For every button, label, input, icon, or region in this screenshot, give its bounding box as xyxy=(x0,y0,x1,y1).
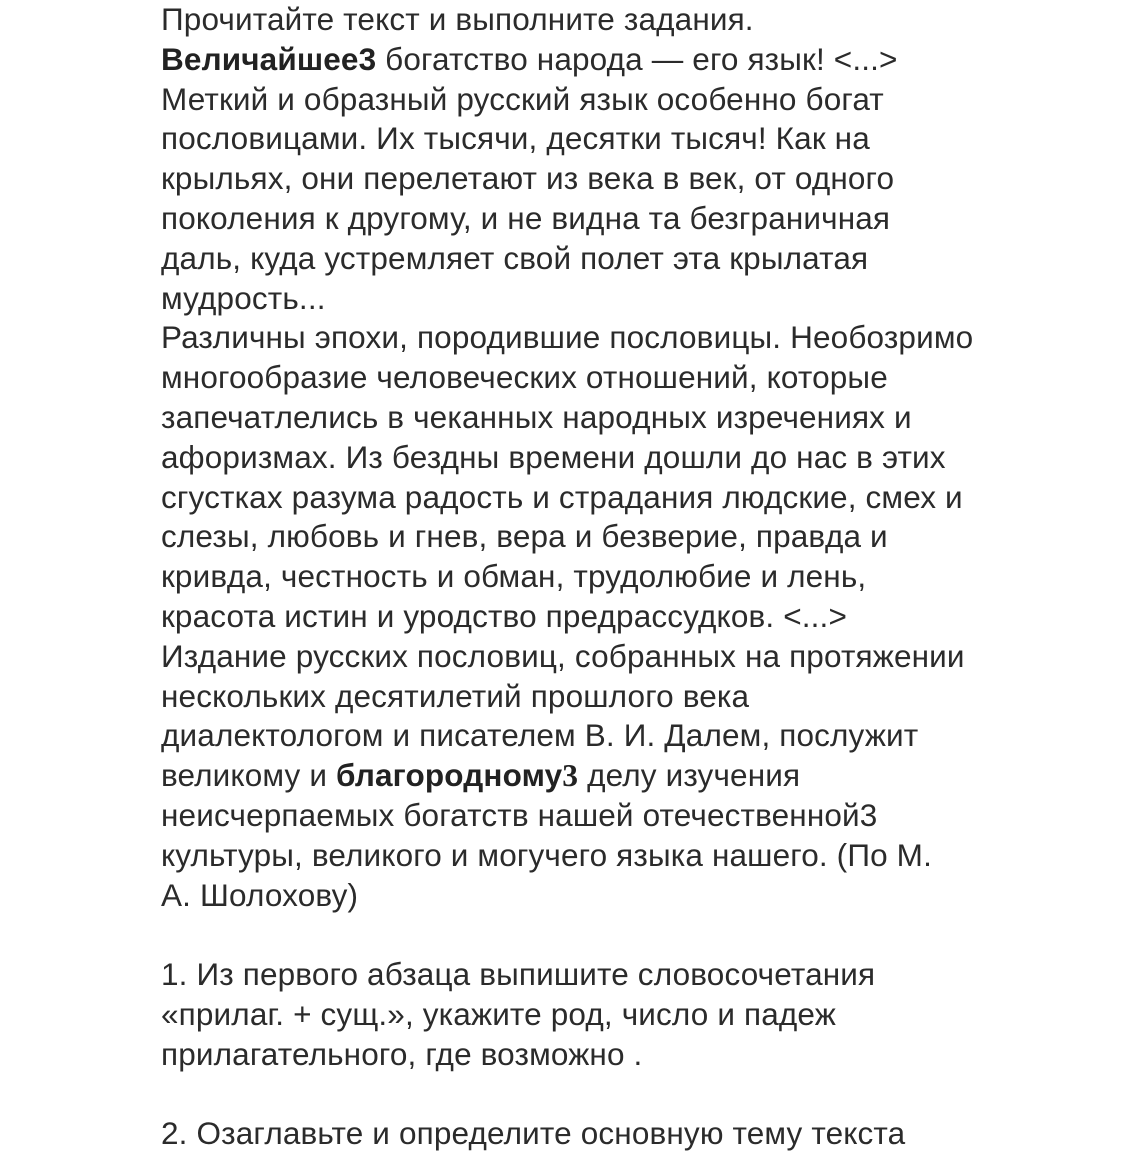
text-line-5: поколения к другому, и не видна та безграничная xyxy=(161,199,891,236)
text-line-20: неисчерпаемых богатств нашей отечественной3 xyxy=(161,796,878,833)
text-line-16: Издание русских пословиц, собранных на протяжении xyxy=(161,637,965,674)
text-line-9: многообразие человеческих отношений, которые xyxy=(161,359,888,396)
text-line-3: пословицами. Их тысячи, десятки тысяч! Как на xyxy=(161,120,870,157)
text-line-21: культуры, великого и могучего языка нашего. (По М. xyxy=(161,836,932,873)
task-1-line-2: «прилаг. + сущ.», укажите род, число и падеж xyxy=(161,995,836,1032)
text-line-19-before: великому и xyxy=(161,757,336,794)
text-line-10: запечатлелись в чеканных народных изречениях и xyxy=(161,398,912,435)
text-line-1-rest: богатство народа — его язык! <...> xyxy=(376,40,898,77)
task-1-line-3: прилагательного, где возможно . xyxy=(161,1035,643,1072)
text-line-6: даль, куда устремляет свой полет эта крылатая xyxy=(161,239,869,276)
text-line-18: диалектологом и писателем В. И. Далем, послужит xyxy=(161,717,919,754)
bold-word-velichaishee: Величайшее xyxy=(161,40,359,77)
text-line-1 xyxy=(161,40,1061,80)
text-line-7: мудрость... xyxy=(161,279,326,316)
bold-marker-3-serif: 3 xyxy=(562,758,579,794)
text-line-19-after: делу изучения xyxy=(578,757,801,794)
text-line-4: крыльях, они перелетают из века в век, от одного xyxy=(161,160,895,197)
paragraph-gap xyxy=(161,915,1061,955)
text-line-12: сгустках разума радость и страдания людские, смех и xyxy=(161,478,963,515)
text-line-8: Различны эпохи, породившие пословицы. Необозримо xyxy=(161,319,974,356)
bold-word-blagorodnomu: благородному xyxy=(336,757,563,794)
document-page xyxy=(161,0,1061,1154)
text-line-2: Меткий и образный русский язык особенно богат xyxy=(161,80,884,117)
text-line-15: красота истин и уродство предрассудков. <...> xyxy=(161,597,847,634)
text-line-11: афоризмах. Из бездны времени дошли до нас в этих xyxy=(161,438,946,475)
paragraph-gap-2 xyxy=(161,1075,1061,1115)
bold-marker-3: 3 xyxy=(358,40,377,77)
text-line-19 xyxy=(161,756,1061,796)
text-line-17: нескольких десятилетий прошлого века xyxy=(161,677,750,714)
instruction-heading: Прочитайте текст и выполните задания. xyxy=(161,1,754,37)
text-line-13: слезы, любовь и гнев, вера и безверие, правда и xyxy=(161,518,888,555)
text-line-14: кривда, честность и обман, трудолюбие и лень, xyxy=(161,558,867,595)
text-line-22: А. Шолохову) xyxy=(161,876,359,913)
task-1-line-1: 1. Из первого абзаца выпишите словосочетания xyxy=(161,956,876,993)
task-2-line-1-cut-off: 2. Озаглавьте и определите основную тему текста xyxy=(161,1115,906,1152)
